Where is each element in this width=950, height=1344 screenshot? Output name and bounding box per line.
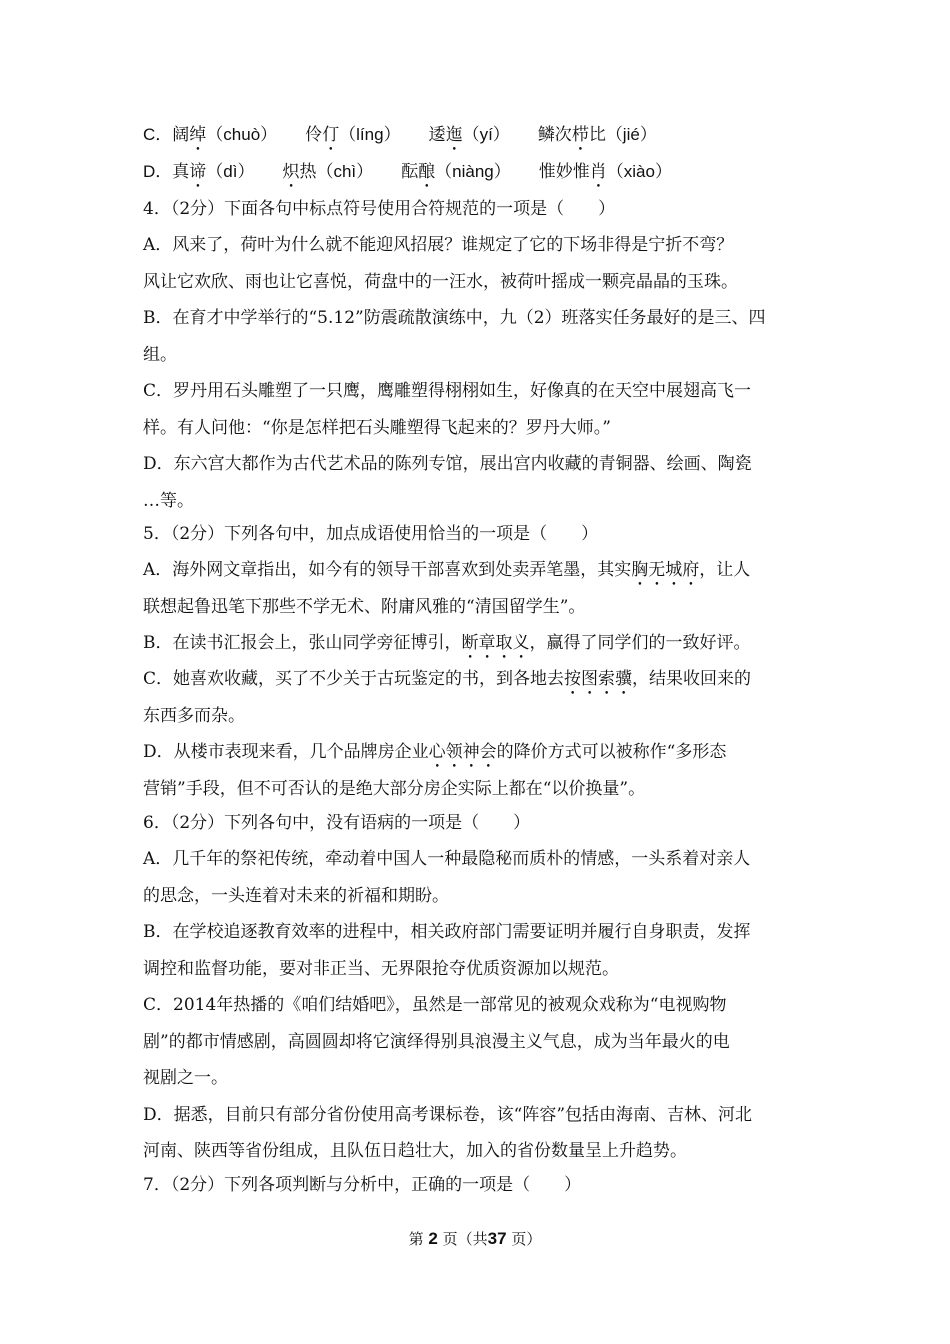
word: 酝 [401, 162, 419, 182]
footer-text: 第 [408, 1230, 424, 1248]
dotted-idiom: 断章取义 [461, 633, 530, 653]
dotted-idiom: 按图索骥 [564, 669, 633, 689]
text-segment: C．她喜欢收藏，买了不少关于古玩鉴定的书，到各地去 [143, 669, 565, 689]
q6-option-a-line1: A．几千年的祭祀传统，牵动着中国人一种最隐秘而质朴的情感，一头系着对亲人 [143, 849, 751, 869]
q6-option-a-line2: 的思念，一头连着对未来的祈福和期盼。 [143, 886, 449, 906]
pinyin: （niàng） [435, 162, 511, 181]
q4-option-a-line2: 风让它欢欣、雨也让它喜悦，荷盘中的一汪水，被荷叶摇成一颗亮晶晶的玉珠。 [143, 272, 738, 292]
q6-option-b-line2: 调控和监督功能，要对非正当、无界限抢夺优质资源加以规范。 [143, 959, 619, 979]
pinyin: （líng） [339, 125, 401, 144]
text-segment: A．海外网文章指出，如今有的领导干部喜欢到处卖弄笔墨，其实 [143, 560, 632, 580]
question-7-stem: 7．（2分）下列各项判断与分析中，正确的一项是（ ） [143, 1175, 582, 1195]
dotted-char: 肖 [589, 162, 607, 182]
page-footer [0, 1228, 950, 1249]
dotted-char: 迤 [445, 125, 463, 145]
word: 逶 [428, 125, 446, 145]
option-label: D． [143, 162, 173, 181]
q6-option-c-line2: 剧”的都市情感剧，高圆圆却将它演绎得别具浪漫主义气息，成为当年最火的电 [143, 1032, 730, 1052]
dotted-char: 炽 [282, 162, 300, 182]
word: 惟妙惟 [538, 162, 590, 182]
q5-option-c-line1 [143, 668, 823, 699]
q6-option-d-line2: 河南、陕西等省份组成，且队伍日趋壮大，加入的省份数量呈上升趋势。 [143, 1141, 687, 1161]
footer-text: 页（共 [442, 1230, 488, 1248]
q4-option-c-line1: C．罗丹用石头雕塑了一只鹰，鹰雕塑得栩栩如生，好像真的在天空中展翅高飞一 [143, 381, 752, 401]
word: 伶 [305, 125, 323, 145]
q6-option-c-line3: 视剧之一。 [143, 1068, 228, 1088]
q5-option-d-line2: 营销”手段，但不可否认的是绝大部分房企实际上都在“以价换量”。 [143, 779, 646, 799]
text-segment: ，让人 [699, 560, 751, 580]
q4-option-a-line1: A．风来了，荷叶为什么就不能迎风招展？谁规定了它的下场非得是宁折不弯？ [143, 235, 734, 255]
text-segment: 的降价方式可以被称作“多形态 [496, 742, 727, 762]
q4-option-d-line2: …等。 [143, 491, 194, 511]
q6-option-d-line1: D．据悉，目前只有部分省份使用高考课标卷，该“阵容”包括由海南、吉林、河北 [143, 1105, 753, 1125]
word: 热 [299, 162, 317, 182]
option-label: C． [143, 125, 173, 144]
word: 阔 [172, 125, 190, 145]
q5-option-b [143, 632, 823, 663]
q5-option-a-line2: 联想起鲁迅笔下那些不学无术、附庸风雅的“清国留学生”。 [143, 597, 586, 617]
q4-option-b-line2: 组。 [143, 345, 177, 365]
question-6-stem: 6．（2分）下列各句中，没有语病的一项是（ ） [143, 813, 531, 833]
question-5-stem: 5．（2分）下列各句中，加点成语使用恰当的一项是（ ） [143, 524, 599, 544]
dotted-char: 酿 [418, 162, 436, 182]
dotted-char: 谛 [189, 162, 207, 182]
word: 鳞次 [537, 125, 572, 145]
current-page-number: 2 [428, 1229, 438, 1248]
footer-text: 页） [511, 1230, 542, 1248]
q5-option-a-line1 [143, 559, 823, 590]
q6-option-b-line1: B．在学校追逐教育效率的进程中，相关政府部门需要证明并履行自身职责，发挥 [143, 922, 751, 942]
pinyin: （chuò） [206, 125, 278, 144]
dotted-char: 栉 [571, 125, 589, 145]
pinyin: （dì） [206, 162, 255, 181]
pinyin: （yí） [462, 125, 510, 144]
word: 比 [588, 125, 606, 145]
pinyin: （jié） [605, 125, 657, 144]
q5-option-d-line1 [143, 741, 823, 772]
q4-option-d-line1: D．东六宫大都作为古代艺术品的陈列专馆，展出宫内收藏的青铜器、绘画、陶瓷 [143, 454, 752, 474]
word: 真 [172, 162, 190, 182]
pinyin: （chì） [316, 162, 374, 181]
text-segment: ，结果收回来的 [632, 669, 752, 689]
q4-option-b-line1: B．在育才中学举行的“5.12”防震疏散演练中，九（2）班落实任务最好的是三、四 [143, 308, 766, 328]
q3-option-c [143, 124, 823, 155]
pinyin: （xiào） [606, 162, 672, 181]
dotted-idiom: 心领神会 [428, 742, 497, 762]
q5-option-c-line2: 东西多而杂。 [143, 706, 245, 726]
dotted-char: 仃 [322, 125, 340, 145]
q3-option-d [143, 161, 823, 192]
question-4-stem: 4．（2分）下面各句中标点符号使用合符规范的一项是（ ） [143, 199, 616, 219]
text-segment: B．在读书汇报会上，张山同学旁征博引， [143, 633, 462, 653]
text-segment: D．从楼市表现来看，几个品牌房企业 [143, 742, 429, 762]
text-segment: ，赢得了同学们的一致好评。 [529, 633, 751, 653]
dotted-idiom: 胸无城府 [631, 560, 700, 580]
dotted-char: 绰 [189, 125, 207, 145]
total-page-count: 37 [487, 1229, 507, 1248]
q4-option-c-line2: 样。有人问他：“你是怎样把石头雕塑得飞起来的？罗丹大师。” [143, 418, 611, 438]
q6-option-c-line1: C．2014年热播的《咱们结婚吧》，虽然是一部常见的被观众戏称为“电视购物 [143, 995, 727, 1015]
